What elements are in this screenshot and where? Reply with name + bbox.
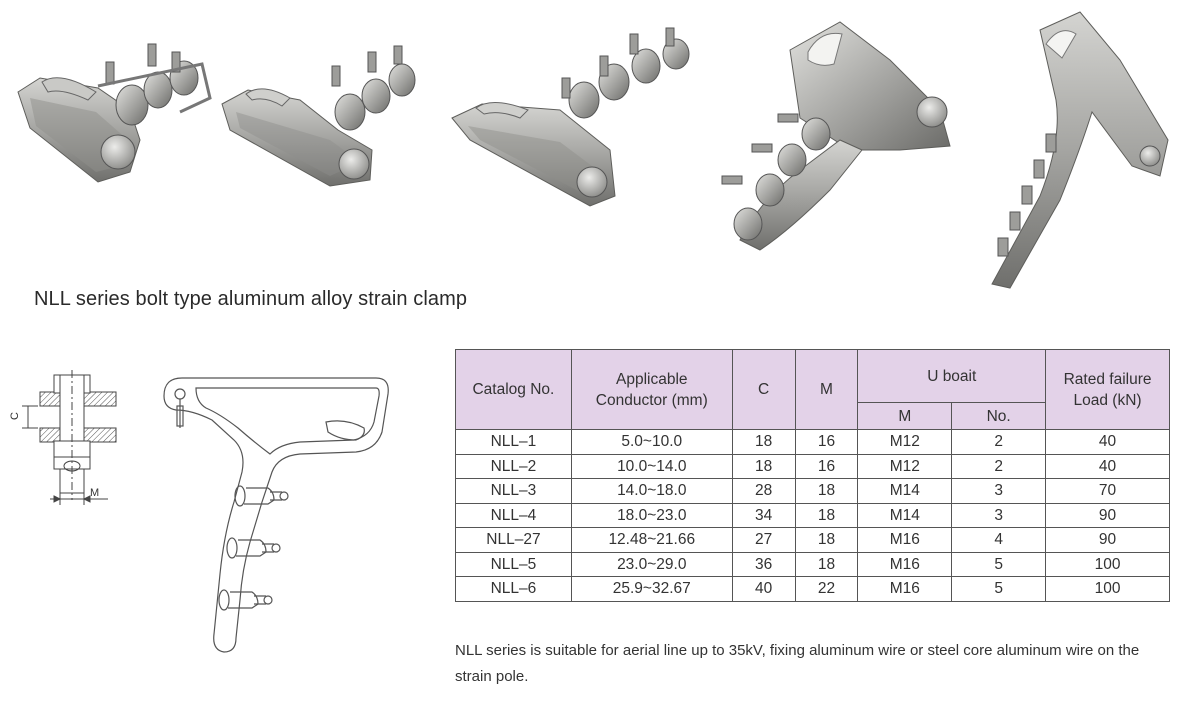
table-row: [456, 479, 1170, 504]
cell: 40: [1046, 454, 1170, 479]
cell: 18: [795, 479, 858, 504]
header-conductor: Applicable Conductor (mm): [571, 350, 732, 430]
cell: M12: [858, 430, 952, 455]
cell: 10.0~14.0: [571, 454, 732, 479]
cell: 90: [1046, 528, 1170, 553]
clamp-photo-1: [18, 44, 210, 182]
clamp-photo-4: [722, 22, 950, 250]
header-load: Rated failure Load (kN): [1046, 350, 1170, 430]
product-photo-strip: [0, 0, 1190, 300]
table-row: [456, 454, 1170, 479]
cell: M14: [858, 479, 952, 504]
cell: 22: [795, 577, 858, 602]
cell: 5.0~10.0: [571, 430, 732, 455]
cell: 18: [795, 503, 858, 528]
table-row: [456, 503, 1170, 528]
cell: 18: [732, 454, 795, 479]
cell: 34: [732, 503, 795, 528]
cell: 12.48~21.66: [571, 528, 732, 553]
cell: 18: [795, 528, 858, 553]
product-caption: NLL series bolt type aluminum alloy strain clamp: [34, 288, 468, 310]
cell: 2: [952, 430, 1046, 455]
cell: 27: [732, 528, 795, 553]
cell: 23.0~29.0: [571, 552, 732, 577]
cell: NLL–2: [456, 454, 572, 479]
dimension-label-m: M: [90, 487, 100, 499]
cell: M16: [858, 577, 952, 602]
cell: 25.9~32.67: [571, 577, 732, 602]
cell: 100: [1046, 577, 1170, 602]
cell: 16: [795, 430, 858, 455]
usage-note: NLL series is suitable for aerial line up to 35kV, fixing aluminum wire or steel core aluminum wire on the strain pole.: [455, 642, 1140, 685]
cell: 40: [1046, 430, 1170, 455]
cell: 100: [1046, 552, 1170, 577]
cell: NLL–3: [456, 479, 572, 504]
table-row: [456, 577, 1170, 602]
cell: 3: [952, 479, 1046, 504]
cell: 5: [952, 552, 1046, 577]
cell: M14: [858, 503, 952, 528]
cell: 90: [1046, 503, 1170, 528]
cell: 18.0~23.0: [571, 503, 732, 528]
table-row: [456, 430, 1170, 455]
cell: M12: [858, 454, 952, 479]
table-row: [456, 528, 1170, 553]
cell: 36: [732, 552, 795, 577]
header-u-bolt-m: M: [858, 403, 952, 430]
cell: M16: [858, 528, 952, 553]
cell: 18: [732, 430, 795, 455]
dimension-label-c: C: [10, 412, 21, 420]
clamp-photo-5: [992, 12, 1168, 288]
table-header-row: [456, 350, 1170, 403]
cell: 14.0~18.0: [571, 479, 732, 504]
cell: 2: [952, 454, 1046, 479]
cell: 40: [732, 577, 795, 602]
header-catalog: Catalog No.: [456, 350, 572, 430]
cell: NLL–27: [456, 528, 572, 553]
header-m: M: [795, 350, 858, 430]
spec-table: [455, 349, 1170, 602]
clamp-photo-2: [222, 46, 415, 186]
cell: 4: [952, 528, 1046, 553]
table-row: [456, 552, 1170, 577]
cell: 5: [952, 577, 1046, 602]
cell: 3: [952, 503, 1046, 528]
cell: 18: [795, 552, 858, 577]
header-u-bolt: U boait: [858, 350, 1046, 403]
cell: 28: [732, 479, 795, 504]
cell: 16: [795, 454, 858, 479]
cell: NLL–5: [456, 552, 572, 577]
clamp-line-drawing: [150, 370, 400, 660]
cell: M16: [858, 552, 952, 577]
cell: NLL–6: [456, 577, 572, 602]
cell: NLL–1: [456, 430, 572, 455]
header-c: C: [732, 350, 795, 430]
header-u-bolt-no: No.: [952, 403, 1046, 430]
cell: NLL–4: [456, 503, 572, 528]
clamp-photo-3: [452, 28, 689, 206]
cell: 70: [1046, 479, 1170, 504]
